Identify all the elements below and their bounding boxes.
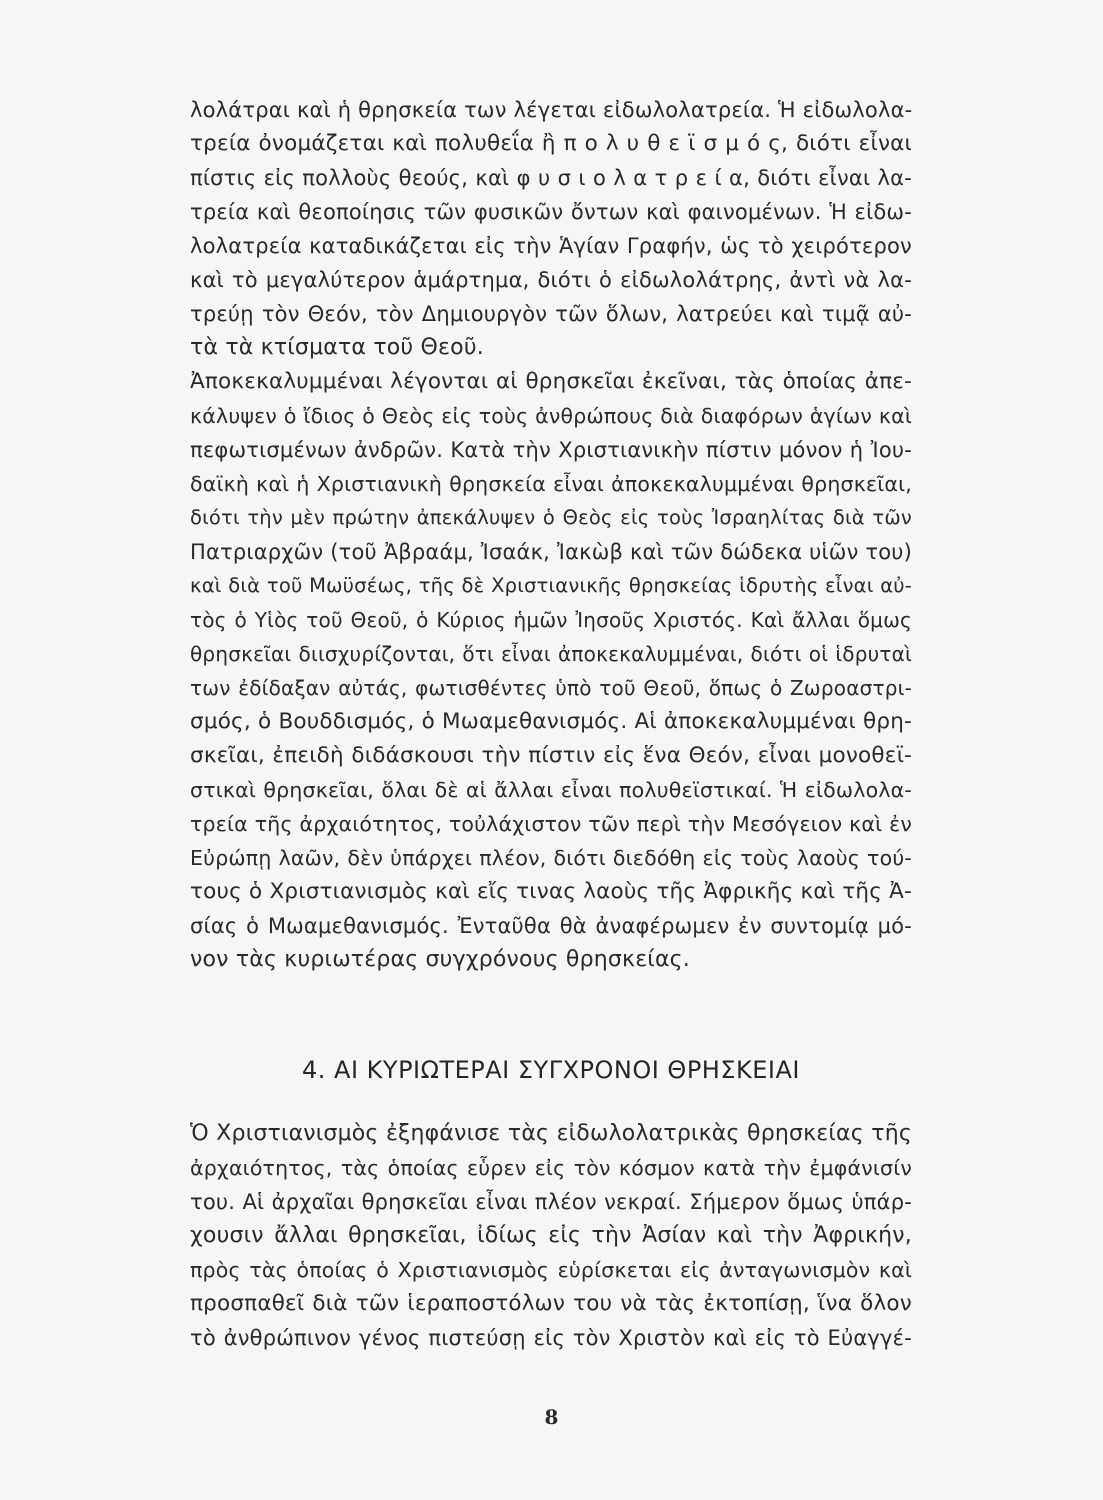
text-line: πρὸς τὰς ὁποίας ὁ Χριστιανισμὸς εὑρίσκεται εἰς ἀνταγωνισμὸν καὶ	[190, 1258, 912, 1282]
text-line: καὶ τὸ μεγαλύτερον ἁμάρτημα, διότι ὁ εἰδωλολάτρης, ἀντὶ νὰ λα-	[190, 268, 912, 292]
text-line: καὶ διὰ τοῦ Μωϋσέως, τῆς δὲ Χριστιανικῆς θρησκείας ἱδρυτὴς εἶναι αὐ-	[190, 574, 912, 597]
text-line: τὰ τὰ κτίσματα τοῦ Θεοῦ.	[190, 335, 484, 360]
text-line: λολατρεία καταδικάζεται εἰς τὴν Ἁγίαν Γραφήν, ὡς τὸ χειρότερον	[190, 234, 912, 258]
text-line: θρησκεῖαι διισχυρίζονται, ὅτι εἶναι ἀποκεκαλυμμέναι, διότι οἱ ἱδρυταὶ	[190, 642, 912, 666]
text-line: στικαὶ θρησκεῖαι, ὅλαι δὲ αἱ ἄλλαι εἶναι πολυθεϊστικαί. Ἡ εἰδωλολα-	[190, 778, 912, 802]
text-line: τρεύῃ τὸν Θεόν, τὸν Δημιουργὸν τῶν ὅλων, λατρεύει καὶ τιμᾷ αὐ-	[190, 302, 912, 326]
text-line: σκεῖαι, ἐπειδὴ διδάσκουσι τὴν πίστιν εἰς ἕνα Θεόν, εἶναι μονοθεϊ-	[190, 743, 912, 768]
text-line: των ἐδίδαξαν αὐτάς, φωτισθέντες ὑπὸ τοῦ Θεοῦ, ὅπως ὁ Ζωροαστρι-	[190, 676, 912, 700]
text-line: Εὐρώπῃ λαῶν, δὲν ὑπάρχει πλέον, διότι διεδόθη εἰς τοὺς λαοὺς τού-	[190, 846, 912, 870]
text-line: κάλυψεν ὁ ἴδιος ὁ Θεὸς εἰς τοὺς ἀνθρώπους διὰ διαφόρων ἁγίων καὶ	[190, 404, 912, 428]
text-line: σμός, ὁ Βουδδισμός, ὁ Μωαμεθανισμός. Αἱ ἀποκεκαλυμμέναι θρη-	[190, 709, 912, 734]
text-line: τους ὁ Χριστιανισμὸς καὶ εἴς τινας λαοὺς τῆς Ἀφρικῆς καὶ τῆς Ἀ-	[190, 879, 912, 904]
text-line: τὸς ὁ Υἱὸς τοῦ Θεοῦ, ὁ Κύριος ἡμῶν Ἰησοῦς Χριστός. Καὶ ἄλλαι ὅμως	[190, 608, 912, 632]
text-line: ἀρχαιότητος, τὰς ὁποίας εὗρεν εἰς τὸν κόσμον κατὰ τὴν ἐμφάνισίν	[190, 1156, 912, 1180]
text-line: λολάτραι καὶ ἡ θρησκεία των λέγεται εἰδωλολατρεία. Ἡ εἰδωλολα-	[190, 98, 913, 122]
text-line: πίστις εἰς πολλοὺς θεούς, καὶ φ υ σ ι ο λ α τ ρ ε ί α, διότι εἶναι λα-	[190, 166, 912, 190]
text-line: του. Αἱ ἀρχαῖαι θρησκεῖαι εἶναι πλέον νεκραί. Σήμερον ὅμως ὑπάρ-	[190, 1190, 912, 1214]
text-line: δαϊκὴ καὶ ἡ Χριστιανικὴ θρησκεία εἶναι ἀποκεκαλυμμέναι θρησκεῖαι,	[190, 472, 912, 496]
text-line: νον τὰς κυριωτέρας συγχρόνους θρησκείας.	[190, 947, 690, 972]
text-line: προσπαθεῖ διὰ τῶν ἱεραποστόλων του νὰ τὰς ἐκτοπίσῃ, ἵνα ὅλον	[190, 1291, 912, 1316]
text-line: διότι τὴν μὲν πρώτην ἀπεκάλυψεν ὁ Θεὸς εἰς τοὺς Ἰσραηλίτας διὰ τῶν	[190, 506, 912, 529]
section-heading: 4. ΑΙ ΚΥΡΙΩΤΕΡΑΙ ΣΥΓΧΡΟΝΟΙ ΘΡΗΣΚΕΙΑΙ	[302, 1056, 800, 1084]
text-line: Ἀποκεκαλυμμέναι λέγονται αἱ θρησκεῖαι ἐκεῖναι, τὰς ὁποίας ἀπε-	[190, 369, 912, 394]
text-line: τρεία ὀνομάζεται καὶ πολυθεΐα ἢ π ο λ υ θ ε ϊ σ μ ό ς, διότι εἶναι	[190, 131, 912, 156]
text-line: τρεία καὶ θεοποίησις τῶν φυσικῶν ὄντων καὶ φαινομένων. Ἡ εἰδω-	[190, 200, 912, 224]
page-number: 8	[544, 1405, 559, 1429]
text-line: τρεία τῆς ἀρχαιότητος, τοὐλάχιστον τῶν περὶ τὴν Μεσόγειον καὶ ἐν	[190, 812, 912, 836]
text-line: σίας ὁ Μωαμεθανισμός. Ἐνταῦθα θὰ ἀναφέρωμεν ἐν συντομίᾳ μό-	[190, 914, 912, 938]
text-line: Ὁ Χριστιανισμὸς ἐξηφάνισε τὰς εἰδωλολατρικὰς θρησκείας τῆς	[190, 1121, 912, 1146]
text-line: τὸ ἀνθρώπινον γένος πιστεύσῃ εἰς τὸν Χριστὸν καὶ εἰς τὸ Εὐαγγέ-	[190, 1326, 912, 1350]
text-line: πεφωτισμένων ἀνδρῶν. Κατὰ τὴν Χριστιανικὴν πίστιν μόνον ἡ Ἰου-	[190, 438, 912, 462]
text-line: χουσιν ἄλλαι θρησκεῖαι, ἰδίως εἰς τὴν Ἀσίαν καὶ τὴν Ἀφρικήν,	[190, 1223, 912, 1248]
text-line: Πατριαρχῶν (τοῦ Ἀβραάμ, Ἰσαάκ, Ἰακὼβ καὶ τῶν δώδεκα υἱῶν του)	[190, 540, 913, 564]
